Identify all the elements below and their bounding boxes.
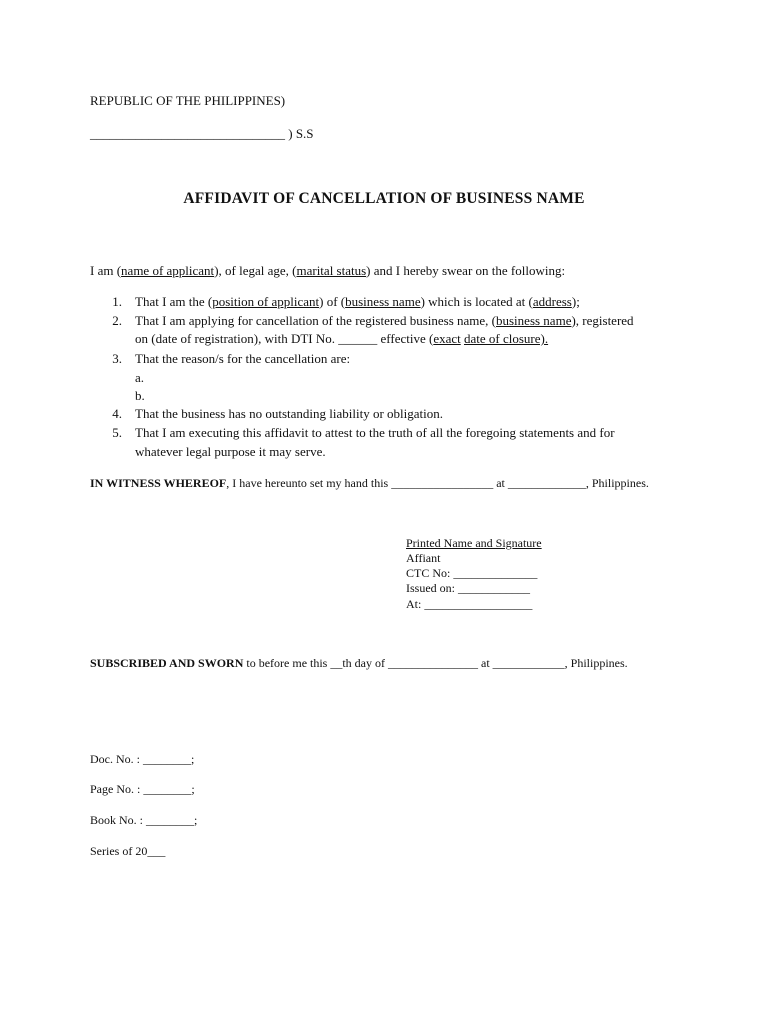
venue-line [90,126,314,142]
item-number: 1. [112,294,122,309]
intro-text-1: I am ( [90,263,122,278]
witness-paragraph [90,476,649,491]
intro-paragraph [90,263,565,279]
sub-item-b: b. [135,388,145,403]
item-text-line-1: That I am executing this affidavit to attest to the truth of all the foregoing statements and for [135,425,615,440]
intro-text-3: ) and I hereby swear on the following: [366,263,566,278]
printed-name-signature: Printed Name and Signature [406,536,542,550]
item-text [135,294,580,310]
subscribed-paragraph [90,656,628,671]
ctc-number-field: CTC No: ______________ [406,566,538,580]
marital-status-placeholder: marital status [296,263,367,278]
item1-text-3: ) which is located at ( [420,294,533,309]
item-text-line-2 [135,331,548,347]
item-text-line-1 [135,313,634,329]
ss-label: ) S.S [288,126,314,141]
item1-text-2: ) of ( [319,294,346,309]
item-number: 3. [112,351,122,366]
subscribed-text: to before me this __th day of _______________ at ____________, Philippines. [243,656,628,670]
signature-label [406,536,542,551]
venue-blank: ______________________________ [90,126,285,141]
witness-text: , I have hereunto set my hand this _________________ at _____________, Philippines. [226,476,649,490]
issued-on-field: Issued on: ____________ [406,581,530,595]
witness-heading: IN WITNESS WHEREOF [90,476,227,490]
address-placeholder: address [532,294,572,309]
page-number-field: Page No. : ________; [90,782,195,796]
item2-text-2: ), registered [571,313,634,328]
item-number: 2. [112,313,122,328]
item-number: 4. [112,406,122,421]
item-text: That the business has no outstanding liability or obligation. [135,406,443,421]
exact-placeholder: exact [433,331,461,346]
item1-text-4: ); [571,294,580,309]
affiant-label: Affiant [406,551,441,565]
item2-text-1: That I am applying for cancellation of the registered business name, ( [135,313,496,328]
subscribed-heading: SUBSCRIBED AND SWORN [90,656,244,670]
item1-text-1: That I am the ( [135,294,213,309]
business-name-placeholder: business name [345,294,421,309]
business-name-placeholder: business name [496,313,572,328]
book-number-field: Book No. : ________; [90,813,198,827]
sub-item-a: a. [135,370,145,385]
doc-number-field: Doc. No. : ________; [90,752,195,766]
intro-text-2: ), of legal age, ( [214,263,297,278]
item-text: That the reason/s for the cancellation are: [135,351,351,366]
series-field: Series of 20___ [90,844,166,858]
position-placeholder: position of applicant [212,294,320,309]
date-of-closure-placeholder: date of closure). [463,331,549,346]
document-title: AFFIDAVIT OF CANCELLATION OF BUSINESS NAME [183,190,585,207]
item-number: 5. [112,425,122,440]
item-text-line-2: whatever legal purpose it may serve. [135,444,326,459]
item2-text-3: on (date of registration), with DTI No. ______ effective ( [135,331,434,346]
name-of-applicant-placeholder: name of applicant [121,263,215,278]
republic-heading: REPUBLIC OF THE PHILIPPINES) [90,93,286,108]
issued-at-field: At: __________________ [406,597,533,611]
